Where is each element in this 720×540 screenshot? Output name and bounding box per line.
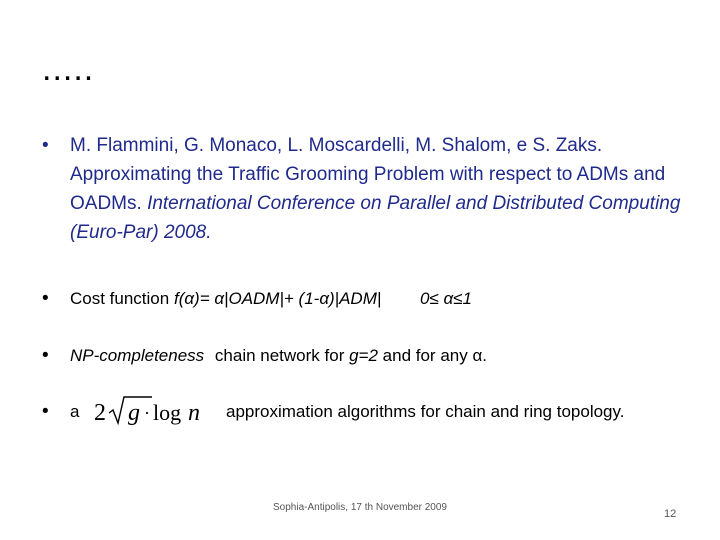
- reference-venue: International Conference on Parallel and Distributed Computing (Euro-Par) 2008.: [70, 193, 681, 243]
- svg-text:log: log: [153, 400, 182, 425]
- cost-function-range: 0≤ α≤1: [420, 289, 473, 308]
- np-text-b: and for any α.: [382, 346, 488, 365]
- svg-text:n: n: [188, 400, 200, 426]
- bullet-reference: [42, 131, 690, 247]
- bullet-np-completeness: [42, 341, 488, 370]
- slide-title: .....: [42, 50, 95, 88]
- svg-text:2: 2: [94, 400, 106, 426]
- slide-footer: Sophia-Antipolis, 17 th November 2009: [273, 502, 447, 513]
- cost-function-prefix: Cost function: [70, 289, 170, 308]
- cost-function-formula: f(α)= α|OADM|+ (1-α)|ADM|: [173, 289, 382, 308]
- bullet-dot: •: [42, 288, 49, 309]
- np-text-a: chain network for: [214, 346, 345, 365]
- svg-text:·: ·: [144, 403, 150, 423]
- page-number: 12: [664, 508, 677, 520]
- bullet-cost-function: [42, 284, 473, 313]
- np-term: NP-completeness: [70, 346, 205, 365]
- bullet-approximation: [42, 397, 80, 426]
- bullet-dot: •: [42, 135, 49, 156]
- bullet-dot: •: [42, 401, 49, 422]
- reference-paper-title: Approximating the Traffic Grooming Problem with respect to ADMs and OADMs.: [70, 164, 666, 214]
- approximation-prefix: a: [70, 402, 80, 421]
- approximation-text: approximation algorithms for chain and ring topology.: [226, 402, 625, 421]
- bullet-dot: •: [42, 345, 49, 366]
- svg-text:g: g: [128, 400, 140, 426]
- np-g-value: g=2: [349, 346, 378, 365]
- reference-authors: M. Flammini, G. Monaco, L. Moscardelli, M. Shalom, e S. Zaks.: [70, 135, 603, 156]
- approximation-formula: [92, 392, 212, 430]
